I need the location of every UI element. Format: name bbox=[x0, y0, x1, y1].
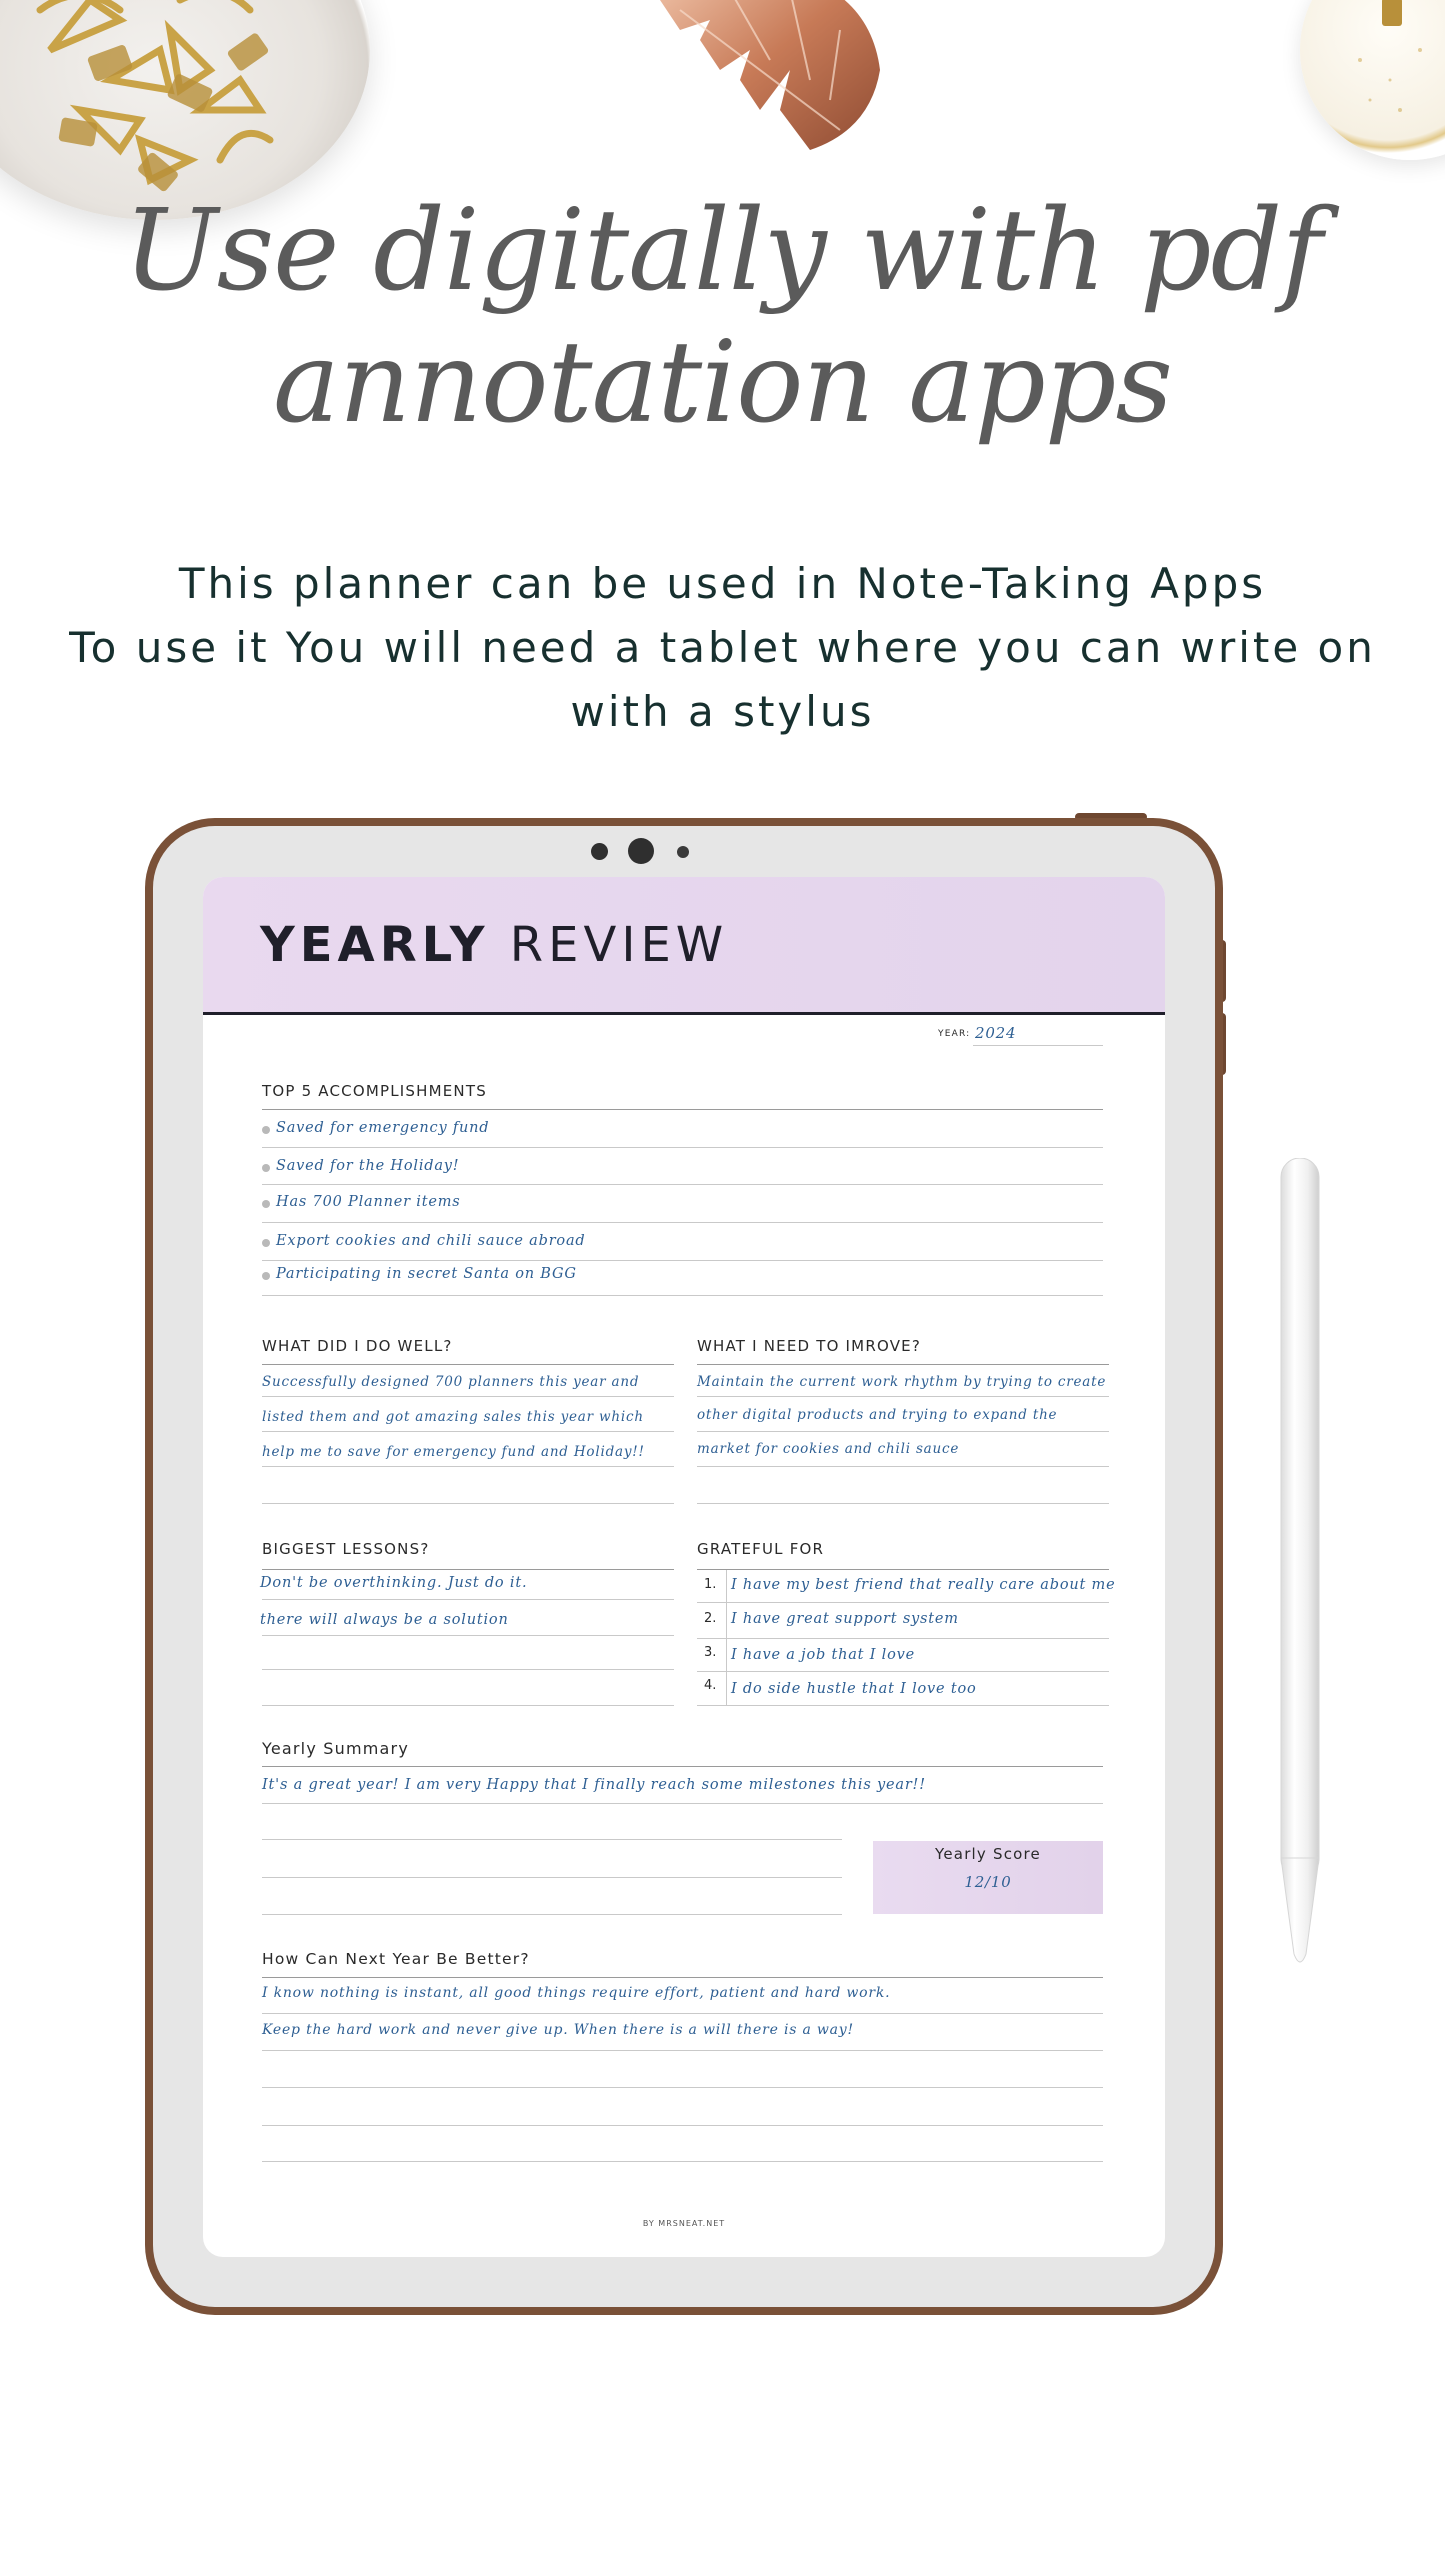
lessons-label: BIGGEST LESSONS? bbox=[262, 1540, 430, 1558]
did-well-rule bbox=[262, 1364, 674, 1365]
accomplishments-rule bbox=[262, 1109, 1103, 1110]
accomplishment-3[interactable]: Has 700 Planner items bbox=[276, 1194, 461, 1210]
accomplishment-1[interactable]: Saved for emergency fund bbox=[276, 1120, 490, 1136]
yearly-score-label: Yearly Score bbox=[935, 1845, 1041, 1863]
summary-rule-3 bbox=[262, 1877, 842, 1878]
summary-rule-2 bbox=[262, 1839, 842, 1840]
did-well-label: WHAT DID I DO WELL? bbox=[262, 1337, 453, 1355]
accomplishment-4[interactable]: Export cookies and chili sauce abroad bbox=[276, 1233, 586, 1249]
grateful-rule-4 bbox=[697, 1705, 1109, 1706]
accomplishment-line-4 bbox=[262, 1260, 1103, 1261]
year-value[interactable]: 2024 bbox=[975, 1024, 1017, 1042]
next-year-rule-5 bbox=[262, 2161, 1103, 2162]
grateful-rule-1 bbox=[697, 1602, 1109, 1603]
summary-rule-1 bbox=[262, 1803, 1103, 1804]
grateful-num-4: 4. bbox=[704, 1678, 717, 1693]
lessons-rule-4 bbox=[262, 1705, 674, 1706]
planner-footer: BY MRSNEAT.NET bbox=[642, 2219, 726, 2228]
summary-text[interactable]: It's a great year! I am very Happy that I finally reach some milestones this year!! bbox=[262, 1777, 926, 1793]
did-well-rule-2 bbox=[262, 1431, 674, 1432]
grateful-num-3: 3. bbox=[704, 1645, 717, 1660]
planner-title bbox=[260, 917, 728, 973]
accomplishment-2[interactable]: Saved for the Holiday! bbox=[276, 1158, 460, 1174]
improve-rule-3 bbox=[697, 1466, 1109, 1467]
accomplishment-bullet-5 bbox=[262, 1272, 270, 1280]
accomplishment-bullet-4 bbox=[262, 1239, 270, 1247]
next-year-rule-4 bbox=[262, 2125, 1103, 2126]
lessons-rule-2 bbox=[262, 1635, 674, 1636]
planner-page bbox=[203, 877, 1165, 2257]
did-well-rule-4 bbox=[262, 1503, 674, 1504]
year-underline bbox=[973, 1045, 1103, 1046]
grateful-item-1[interactable]: I have my best friend that really care about me bbox=[731, 1577, 1116, 1593]
description-line-1: This planner can be used in Note-Taking Apps bbox=[178, 559, 1267, 608]
tablet-sensor-dot bbox=[591, 843, 608, 860]
next-year-rule-3 bbox=[262, 2087, 1103, 2088]
accomplishment-line-1 bbox=[262, 1147, 1103, 1148]
improve-line-1[interactable]: Maintain the current work rhythm by trying to create bbox=[697, 1374, 1107, 1390]
grateful-item-2[interactable]: I have great support system bbox=[731, 1611, 959, 1627]
lessons-rule-1 bbox=[262, 1599, 674, 1600]
accomplishment-bullet-3 bbox=[262, 1200, 270, 1208]
accomplishment-line-3 bbox=[262, 1222, 1103, 1223]
next-year-line-2[interactable]: Keep the hard work and never give up. When there is a will there is a way! bbox=[262, 2022, 854, 2038]
description-line-3: with a stylus bbox=[570, 687, 875, 736]
yearly-score-value[interactable]: 12/10 bbox=[964, 1873, 1012, 1891]
script-heading-line-2: annotation apps bbox=[273, 318, 1172, 448]
tablet-flash-dot bbox=[677, 846, 689, 858]
did-well-line-1[interactable]: Successfully designed 700 planners this year and bbox=[262, 1374, 640, 1390]
improve-line-3[interactable]: market for cookies and chili sauce bbox=[697, 1441, 960, 1457]
copper-monstera-leaf-image bbox=[640, 0, 900, 160]
improve-rule-1 bbox=[697, 1396, 1109, 1397]
grateful-label: GRATEFUL FOR bbox=[697, 1540, 825, 1558]
summary-label: Yearly Summary bbox=[262, 1739, 409, 1758]
header-divider bbox=[203, 1012, 1165, 1015]
summary-rule bbox=[262, 1766, 1103, 1767]
planner-title-bold: YEARLY bbox=[260, 917, 490, 973]
did-well-line-2[interactable]: listed them and got amazing sales this year which bbox=[262, 1409, 644, 1425]
grateful-num-2: 2. bbox=[704, 1611, 717, 1626]
grateful-item-3[interactable]: I have a job that I love bbox=[731, 1647, 915, 1663]
improve-rule-4 bbox=[697, 1503, 1109, 1504]
improve-rule bbox=[697, 1364, 1109, 1365]
did-well-rule-1 bbox=[262, 1396, 674, 1397]
improve-label: WHAT I NEED TO IMROVE? bbox=[697, 1337, 921, 1355]
planner-title-light: REVIEW bbox=[509, 917, 729, 973]
grateful-rule bbox=[697, 1569, 1109, 1570]
next-year-rule bbox=[262, 1977, 1103, 1978]
accomplishment-bullet-2 bbox=[262, 1164, 270, 1172]
grateful-item-4[interactable]: I do side hustle that I love too bbox=[731, 1681, 977, 1697]
accomplishment-bullet-1 bbox=[262, 1126, 270, 1134]
stylus-pencil-image bbox=[1280, 1158, 1320, 1972]
grateful-rule-3 bbox=[697, 1671, 1109, 1672]
accomplishments-label: TOP 5 ACCOMPLISHMENTS bbox=[262, 1082, 487, 1100]
script-heading-line-1: Use digitally with pdf bbox=[123, 186, 1322, 316]
description-line-2: To use it You will need a tablet where you can write on bbox=[69, 623, 1376, 672]
accomplishment-line-5 bbox=[262, 1295, 1103, 1296]
description-text bbox=[0, 552, 1445, 744]
summary-rule-4 bbox=[262, 1914, 842, 1915]
lessons-line-1[interactable]: Don't be overthinking. Just do it. bbox=[260, 1575, 528, 1591]
next-year-label: How Can Next Year Be Better? bbox=[262, 1950, 530, 1968]
grateful-rule-2 bbox=[697, 1638, 1109, 1639]
gold-rim-plate-image bbox=[1300, 0, 1445, 160]
tablet-camera-icon bbox=[628, 838, 654, 864]
accomplishment-line-2 bbox=[262, 1184, 1103, 1185]
accomplishment-5[interactable]: Participating in secret Santa on BGG bbox=[276, 1266, 577, 1282]
year-label: YEAR: bbox=[938, 1029, 971, 1039]
improve-rule-2 bbox=[697, 1431, 1109, 1432]
lessons-line-2[interactable]: there will always be a solution bbox=[260, 1612, 509, 1628]
improve-line-2[interactable]: other digital products and trying to expand the bbox=[697, 1407, 1058, 1423]
lessons-rule-3 bbox=[262, 1669, 674, 1670]
grateful-num-1: 1. bbox=[704, 1577, 717, 1592]
lessons-rule bbox=[262, 1569, 674, 1570]
script-heading bbox=[0, 185, 1445, 449]
did-well-line-3[interactable]: help me to save for emergency fund and Holiday!! bbox=[262, 1444, 645, 1460]
next-year-rule-2 bbox=[262, 2050, 1103, 2051]
did-well-rule-3 bbox=[262, 1466, 674, 1467]
next-year-rule-1 bbox=[262, 2013, 1103, 2014]
next-year-line-1[interactable]: I know nothing is instant, all good things require effort, patient and hard work. bbox=[262, 1985, 891, 2001]
